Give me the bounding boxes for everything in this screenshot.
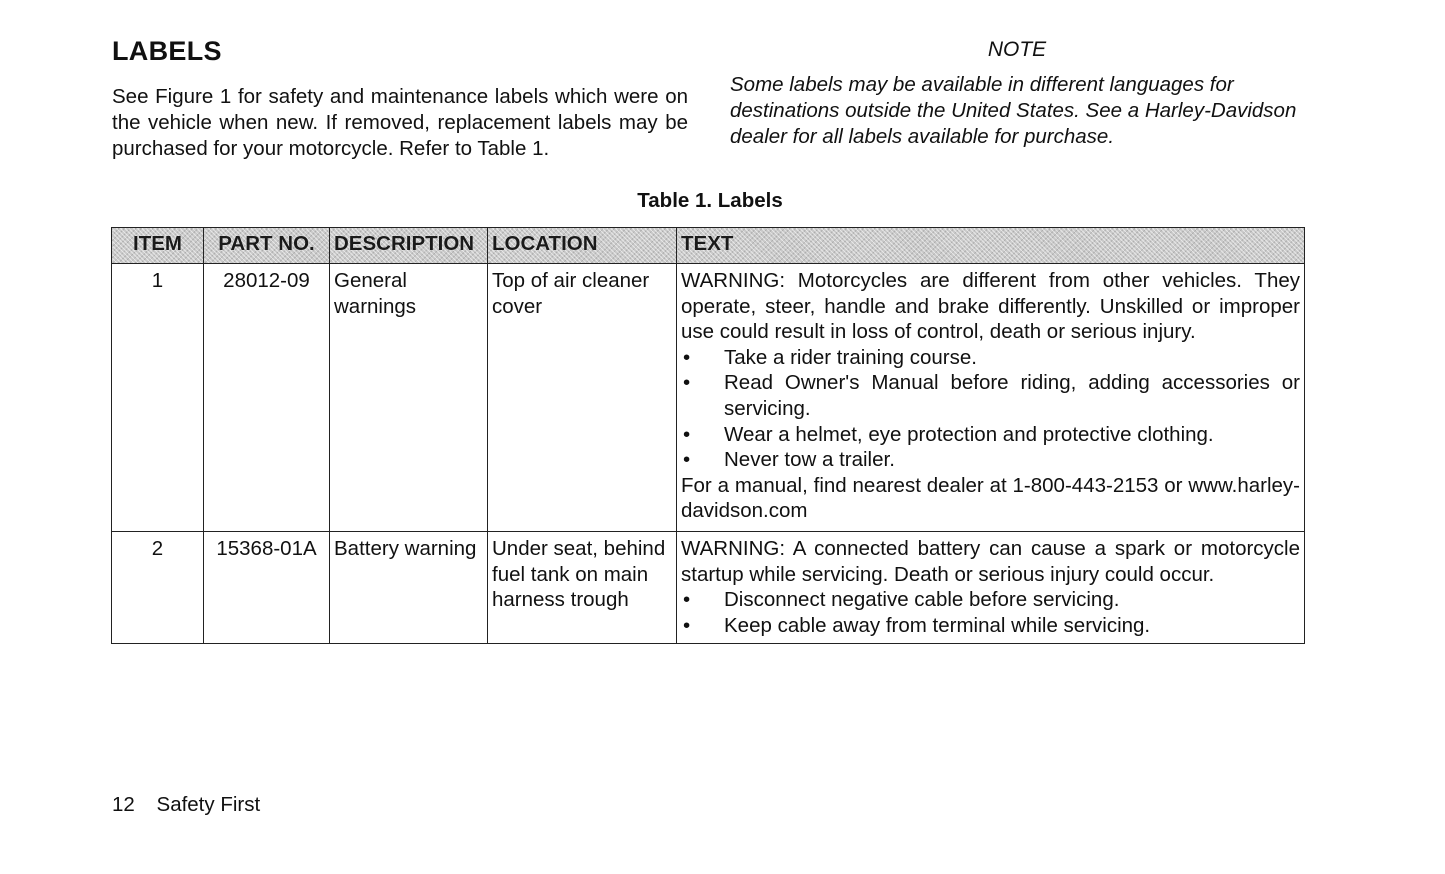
list-item: • Take a rider training course. (681, 345, 1300, 371)
header-location: LOCATION (488, 228, 677, 264)
cell-location: Top of air cleaner cover (488, 264, 677, 532)
page-number: 12 (112, 793, 135, 816)
header-text: TEXT (677, 228, 1305, 264)
table-caption: Table 1. Labels (637, 189, 783, 212)
header-item: ITEM (112, 228, 204, 264)
labels-table (111, 227, 1305, 644)
cell-item: 1 (112, 264, 204, 532)
page-footer (112, 793, 260, 817)
note-title: NOTE (987, 38, 1047, 61)
list-item: • Read Owner's Manual before riding, adding accessories or servicing. (681, 370, 1300, 421)
table-header-row (112, 228, 1305, 264)
warning-bullet-list (681, 345, 1300, 473)
intro-paragraph: See Figure 1 for safety and maintenance labels which were on the vehicle when new. If removed, replacement labels may be purchased for your motorcycle. Refer to Table 1. (112, 85, 688, 160)
cell-text (677, 264, 1305, 532)
table-row (112, 264, 1305, 532)
warning-bullet-list (681, 587, 1300, 638)
cell-description: General warnings (330, 264, 488, 532)
chapter-title: Safety First (156, 793, 261, 816)
list-item: • Never tow a trailer. (681, 447, 1300, 473)
cell-description: Battery warning (330, 532, 488, 644)
list-item: • Disconnect negative cable before servicing. (681, 587, 1300, 613)
cell-part-no: 28012-09 (204, 264, 330, 532)
cell-item: 2 (112, 532, 204, 644)
cell-location: Under seat, behind fuel tank on main harness trough (488, 532, 677, 644)
table-row (112, 532, 1305, 644)
list-item: • Keep cable away from terminal while servicing. (681, 613, 1300, 639)
cell-text (677, 532, 1305, 644)
warning-text: WARNING: A connected battery can cause a spark or motorcycle startup while servicing. Death or serious injury could occur. (681, 537, 1300, 586)
section-heading: LABELS (112, 36, 222, 66)
warning-text: WARNING: Motorcycles are different from other vehicles. They operate, steer, handle and brake differently. Unskilled or improper use could result in loss of control, death or serious injury. (681, 269, 1300, 344)
header-part-no: PART NO. (204, 228, 330, 264)
list-item: • Wear a helmet, eye protection and protective clothing. (681, 422, 1300, 448)
header-description: DESCRIPTION (330, 228, 488, 264)
cell-part-no: 15368-01A (204, 532, 330, 644)
dealer-contact-text: For a manual, find nearest dealer at 1-800-443-2153 or www.harley-davidson.com (681, 473, 1300, 523)
note-text: Some labels may be available in different languages for destinations outside the United States. See a Harley-Davidson dealer for all labels available for purchase. (730, 73, 1297, 148)
